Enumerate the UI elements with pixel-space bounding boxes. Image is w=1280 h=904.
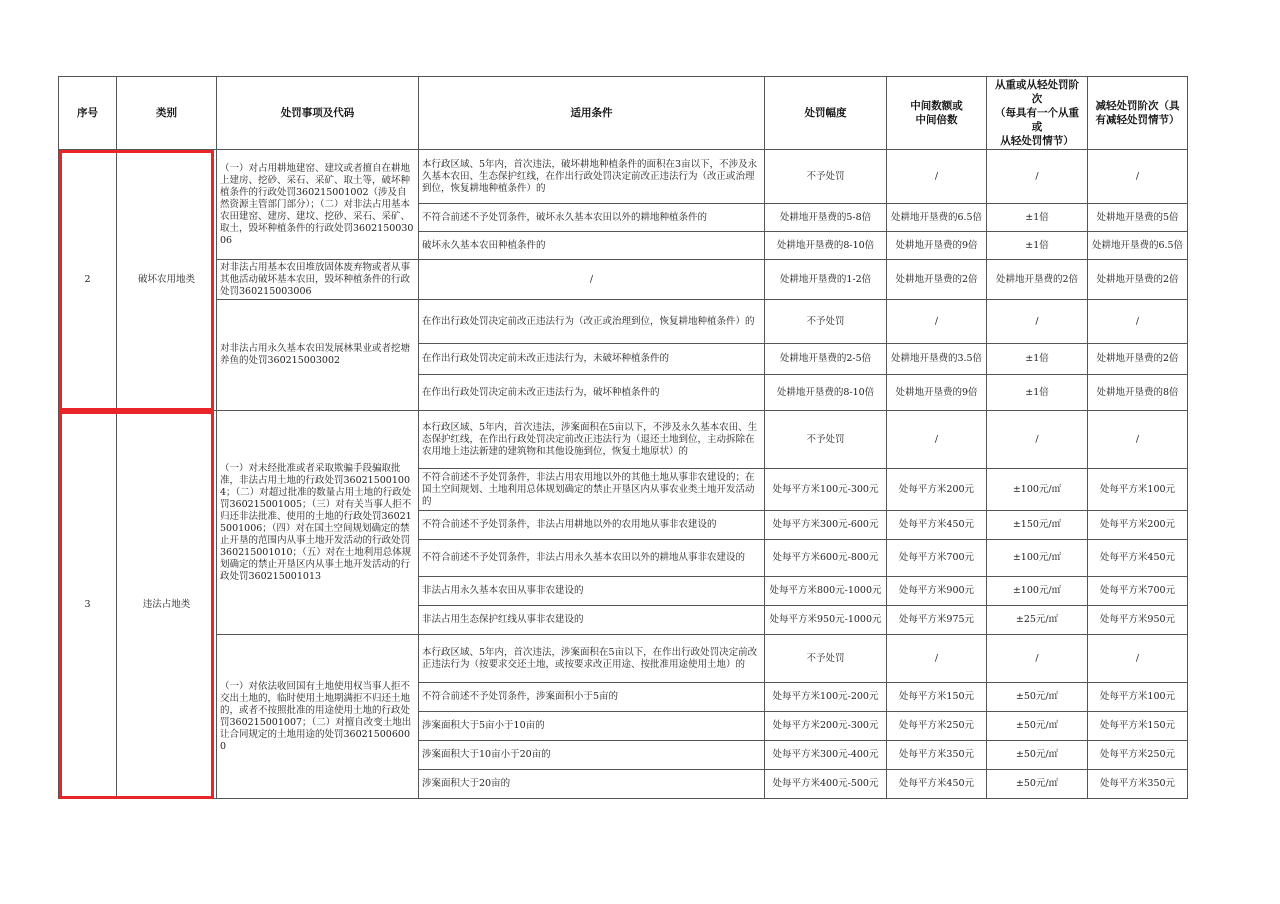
- applicable-condition: 本行政区域、5年内，首次违法，破坏耕地种植条件的面积在3亩以下，不涉及永久基本农田、生态保护红线，在作出行政处罚决定前改正违法行为（改正或治理到位，恢复耕地种植条件）的: [419, 150, 765, 204]
- header-step-line: （每具有一个从重或: [995, 107, 1079, 133]
- aggravation-step: ±150元/㎡: [987, 511, 1088, 540]
- penalty-matter: 对非法占用永久基本农田发展林果业或者挖塘养鱼的处罚360215003002: [217, 300, 419, 411]
- applicable-condition: 不符合前述不予处罚条件，破坏永久基本农田以外的耕地种植条件的: [419, 204, 765, 232]
- applicable-condition: 不符合前述不予处罚条件，涉案面积小于5亩的: [419, 683, 765, 712]
- aggravation-step: /: [987, 635, 1088, 683]
- applicable-condition: 不符合前述不予处罚条件，非法占用永久基本农田以外的耕地从事非农建设的: [419, 540, 765, 577]
- header-row: [59, 77, 1188, 150]
- applicable-condition: 非法占用生态保护红线从事非农建设的: [419, 606, 765, 635]
- penalty-matter: （一）对未经批准或者采取欺骗手段骗取批准，非法占用土地的行政处罚360215001004；（二）对超过批准的数量占用土地的行政处罚360215001005；（三）对有关当事人拒不归还非法批准、使用的土地的行政处罚360215001006；（四）对在国土空间规划确定的禁止开垦的范围内从事土地开发活动的行政处罚360215001010；（五）对在土地利用总体规划确定的禁止开垦区内从事土地开发活动的行政处罚360215001013: [217, 411, 419, 635]
- aggravation-step: ±50元/㎡: [987, 741, 1088, 770]
- header-matter: 处罚事项及代码: [217, 77, 419, 150]
- penalty-range: 处每平方米400元-500元: [765, 770, 887, 799]
- penalty-range: 处每平方米200元-300元: [765, 712, 887, 741]
- penalty-matter: （一）对占用耕地建窑、建坟或者擅自在耕地上建房、挖砂、采石、采矿、取土等，破坏种植条件的行政处罚360215001002（涉及自然资源主管部门部分）；（二）对非法占用基本农田建窑、建房、建坟、挖砂、采石、采矿、取土，毁坏种植条件的行政处罚360215003006: [217, 150, 419, 260]
- aggravation-step: ±1倍: [987, 344, 1088, 375]
- mitigation-step: 处每平方米700元: [1088, 577, 1188, 606]
- aggravation-step: ±50元/㎡: [987, 683, 1088, 712]
- mitigation-step: 处耕地开垦费的2倍: [1088, 260, 1188, 300]
- penalty-range: 不予处罚: [765, 300, 887, 344]
- applicable-condition: 非法占用永久基本农田从事非农建设的: [419, 577, 765, 606]
- penalty-range: 处每平方米300元-400元: [765, 741, 887, 770]
- applicable-condition: 不符合前述不予处罚条件，非法占用耕地以外的农用地从事非农建设的: [419, 511, 765, 540]
- table-row: [59, 150, 1188, 204]
- applicable-condition: 在作出行政处罚决定前未改正违法行为，未破坏种植条件的: [419, 344, 765, 375]
- penalty-range: 处耕地开垦费的2-5倍: [765, 344, 887, 375]
- middle-value: 处每平方米900元: [887, 577, 987, 606]
- middle-value: 处每平方米350元: [887, 741, 987, 770]
- aggravation-step: 处耕地开垦费的2倍: [987, 260, 1088, 300]
- middle-value: /: [887, 150, 987, 204]
- mitigation-step: 处每平方米250元: [1088, 741, 1188, 770]
- mitigation-step: 处每平方米950元: [1088, 606, 1188, 635]
- middle-value: 处每平方米700元: [887, 540, 987, 577]
- section-number: 3: [59, 411, 117, 799]
- aggravation-step: ±100元/㎡: [987, 469, 1088, 511]
- document-page: [58, 76, 1187, 799]
- applicable-condition: 本行政区域、5年内，首次违法，涉案面积在5亩以下，在作出行政处罚决定前改正违法行为（按要求交还土地，或按要求改正用途、按批准用途使用土地）的: [419, 635, 765, 683]
- table-row: [59, 635, 1188, 683]
- header-no: 序号: [59, 77, 117, 150]
- applicable-condition: 破坏永久基本农田种植条件的: [419, 232, 765, 260]
- aggravation-step: ±1倍: [987, 232, 1088, 260]
- middle-value: 处耕地开垦费的9倍: [887, 232, 987, 260]
- aggravation-step: ±25元/㎡: [987, 606, 1088, 635]
- aggravation-step: /: [987, 150, 1088, 204]
- mitigation-step: 处每平方米100元: [1088, 469, 1188, 511]
- penalty-range: 处每平方米100元-300元: [765, 469, 887, 511]
- section-category: 破坏农用地类: [117, 150, 217, 411]
- applicable-condition: 本行政区域、5年内，首次违法，涉案面积在5亩以下，不涉及永久基本农田、生态保护红线，在作出行政处罚决定前改正违法行为（退还土地到位，主动拆除在农用地上违法新建的建筑物和其他设施到位，恢复土地原状）的: [419, 411, 765, 469]
- penalty-range: 处耕地开垦费的5-8倍: [765, 204, 887, 232]
- middle-value: 处每平方米150元: [887, 683, 987, 712]
- applicable-condition: 在作出行政处罚决定前未改正违法行为，破坏种植条件的: [419, 375, 765, 411]
- penalty-range: 处每平方米800元-1000元: [765, 577, 887, 606]
- aggravation-step: ±1倍: [987, 204, 1088, 232]
- aggravation-step: ±50元/㎡: [987, 712, 1088, 741]
- section-category: 违法占地类: [117, 411, 217, 799]
- aggravation-step: ±50元/㎡: [987, 770, 1088, 799]
- header-condition: 适用条件: [419, 77, 765, 150]
- section-number: 2: [59, 150, 117, 411]
- middle-value: 处每平方米200元: [887, 469, 987, 511]
- table-body: [59, 150, 1188, 799]
- applicable-condition: 不符合前述不予处罚条件，非法占用农用地以外的其他土地从事非农建设的；在国土空间规划、土地利用总体规划确定的禁止开垦区内从事农业类土地开发活动的: [419, 469, 765, 511]
- middle-value: 处耕地开垦费的6.5倍: [887, 204, 987, 232]
- aggravation-step: ±1倍: [987, 375, 1088, 411]
- mitigation-step: /: [1088, 300, 1188, 344]
- penalty-range: 不予处罚: [765, 150, 887, 204]
- penalty-range: 处每平方米100元-200元: [765, 683, 887, 712]
- penalty-range: 处每平方米600元-800元: [765, 540, 887, 577]
- mitigation-step: 处耕地开垦费的8倍: [1088, 375, 1188, 411]
- mitigation-step: 处每平方米100元: [1088, 683, 1188, 712]
- table-row: [59, 300, 1188, 344]
- mitigation-step: /: [1088, 635, 1188, 683]
- aggravation-step: /: [987, 300, 1088, 344]
- penalty-range: 处耕地开垦费的8-10倍: [765, 375, 887, 411]
- middle-value: 处耕地开垦费的2倍: [887, 260, 987, 300]
- mitigation-step: 处耕地开垦费的5倍: [1088, 204, 1188, 232]
- mitigation-step: 处每平方米150元: [1088, 712, 1188, 741]
- header-step-line: 从重或从轻处罚阶次: [995, 79, 1079, 105]
- penalty-range: 处每平方米300元-600元: [765, 511, 887, 540]
- middle-value: 处耕地开垦费的3.5倍: [887, 344, 987, 375]
- penalty-matter: （一）对依法收回国有土地使用权当事人拒不交出土地的，临时使用土地期满拒不归还土地的，或者不按照批准的用途使用土地的行政处罚360215001007；（二）对擅自改变土地出让合同规定的土地用途的处罚360215006000: [217, 635, 419, 799]
- penalty-range: 处每平方米950元-1000元: [765, 606, 887, 635]
- table-row: [59, 260, 1188, 300]
- middle-value: 处耕地开垦费的9倍: [887, 375, 987, 411]
- header-step-line: 从轻处罚情节）: [1000, 135, 1074, 147]
- middle-value: /: [887, 411, 987, 469]
- header-reduce-line: 有减轻处罚情节）: [1095, 114, 1180, 126]
- table-row: [59, 411, 1188, 469]
- applicable-condition: /: [419, 260, 765, 300]
- middle-value: /: [887, 300, 987, 344]
- mitigation-step: 处每平方米450元: [1088, 540, 1188, 577]
- penalty-range: 不予处罚: [765, 635, 887, 683]
- aggravation-step: ±100元/㎡: [987, 540, 1088, 577]
- aggravation-step: /: [987, 411, 1088, 469]
- penalty-range: 不予处罚: [765, 411, 887, 469]
- middle-value: 处每平方米250元: [887, 712, 987, 741]
- header-mid: [887, 77, 987, 150]
- header-reduce-line: 减轻处罚阶次（具: [1095, 100, 1180, 112]
- header-step: [987, 77, 1088, 150]
- mitigation-step: 处每平方米350元: [1088, 770, 1188, 799]
- middle-value: /: [887, 635, 987, 683]
- penalty-matter: 对非法占用基本农田堆放固体废弃物或者从事其他活动破坏基本农田，毁坏种植条件的行政处罚360215003006: [217, 260, 419, 300]
- middle-value: 处每平方米975元: [887, 606, 987, 635]
- mitigation-step: 处耕地开垦费的6.5倍: [1088, 232, 1188, 260]
- applicable-condition: 在作出行政处罚决定前改正违法行为（改正或治理到位，恢复耕地种植条件）的: [419, 300, 765, 344]
- header-mid-line: 中间数额或: [910, 100, 963, 112]
- penalty-table: [58, 76, 1188, 799]
- mitigation-step: /: [1088, 411, 1188, 469]
- aggravation-step: ±100元/㎡: [987, 577, 1088, 606]
- applicable-condition: 涉案面积大于10亩小于20亩的: [419, 741, 765, 770]
- applicable-condition: 涉案面积大于20亩的: [419, 770, 765, 799]
- header-category: 类别: [117, 77, 217, 150]
- middle-value: 处每平方米450元: [887, 511, 987, 540]
- penalty-range: 处耕地开垦费的1-2倍: [765, 260, 887, 300]
- mitigation-step: 处每平方米200元: [1088, 511, 1188, 540]
- middle-value: 处每平方米450元: [887, 770, 987, 799]
- applicable-condition: 涉案面积大于5亩小于10亩的: [419, 712, 765, 741]
- mitigation-step: /: [1088, 150, 1188, 204]
- header-reduce: [1088, 77, 1188, 150]
- header-range: 处罚幅度: [765, 77, 887, 150]
- header-mid-line: 中间倍数: [915, 114, 958, 126]
- penalty-range: 处耕地开垦费的8-10倍: [765, 232, 887, 260]
- mitigation-step: 处耕地开垦费的2倍: [1088, 344, 1188, 375]
